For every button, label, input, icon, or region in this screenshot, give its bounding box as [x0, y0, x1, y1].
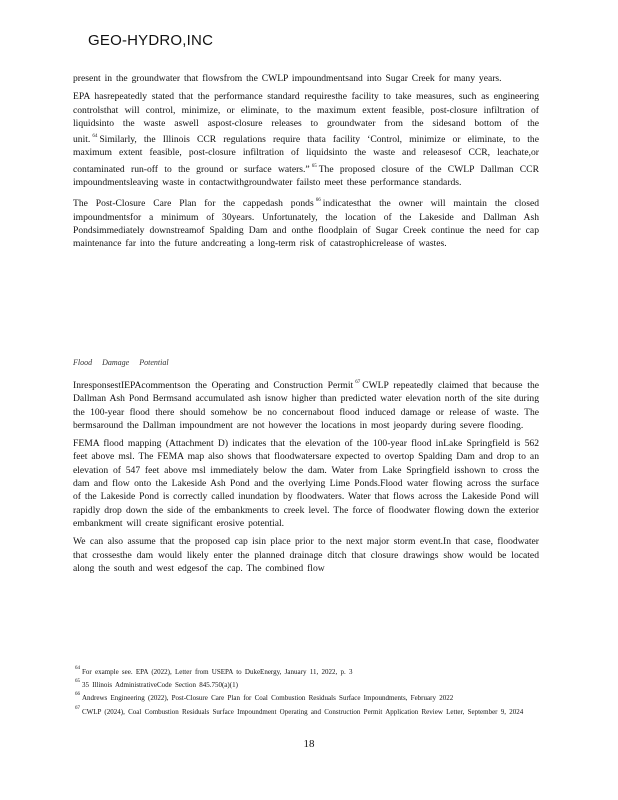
- footnote: [73, 704, 543, 717]
- footnote-text: 35 Illinois AdministrativeCode Section 845.750(a)(1): [82, 681, 238, 690]
- footnote-ref[interactable]: 65: [311, 163, 317, 169]
- footnote: [73, 690, 543, 703]
- paragraph: [73, 535, 539, 575]
- paragraph: [73, 90, 539, 189]
- footnote-text: For example see. EPA (2022), Letter from USEPA to DukeEnergy, January 11, 2022, p. 3: [82, 668, 353, 676]
- paragraph-text: present in the groundwater that flowsfrom the CWLP impoundmentsand into Sugar Creek for many years.: [73, 73, 502, 84]
- footnote-ref[interactable]: 66: [315, 198, 321, 204]
- company-header: GEO-HYDRO,INC: [88, 32, 214, 49]
- paragraph: [73, 72, 539, 85]
- paragraph-text: EPA hasrepeatedly stated that the performance standard requiresthe facility to take measures, such as engineering controlsthat will control, minimize, or eliminate, to the maximum extent feasible, post-closure infiltration of liquidsinto the waste aswell aspost-closure releases to groundwater from the sidesand bottom of the unit.: [73, 91, 539, 146]
- footnote-number: 67: [75, 705, 80, 711]
- footnote: [73, 664, 543, 677]
- paragraph: [73, 437, 539, 530]
- page-number: 18: [303, 738, 315, 750]
- section-heading: Flood Damage Potential: [73, 358, 169, 367]
- footnote-text: Andrews Engineering (2022), Post-Closure Care Plan for Coal Combustion Residuals Surface Impoundments, February 2022: [82, 694, 454, 703]
- paragraph-text: indicatesthat the owner will maintain the closed impoundmentsfor a minimum of 30years. Unfortunately, the location of the Lakeside and Dallman Ash Pondsimmediately downstreamof Spalding Dam and onthe floodplain of Sugar Creek continue the need for cap maintenance far into the future andcreating a long-term risk of catastrophicrelease of wastes.: [73, 198, 539, 250]
- paragraph: [73, 194, 539, 250]
- paragraph-text: The Post-Closure Care Plan for the cappedash ponds: [73, 198, 314, 210]
- footnotes: [73, 664, 543, 717]
- paragraph-text: CWLP repeatedly claimed that because the Dallman Ash Pond Bermsand accumulated ash isnow higher than predicted water elevation north of the site during the 100-year flood there should somehow be no concernabout flood induced damage or release of waste. The bermsaround the Dallman impoundment are not however the locations in most jeopardy during severe flooding.: [73, 380, 539, 431]
- footnote-number: 64: [75, 666, 80, 671]
- footnote-number: 66: [75, 692, 80, 698]
- body-block-1: [73, 72, 539, 256]
- paragraph: [73, 376, 539, 432]
- footnote: [73, 677, 543, 690]
- footnote-number: 65: [75, 679, 80, 685]
- paragraph-text: Similarly, the Illinois CCR regulations require thata facility ‘Control, minimize or eliminate, to the maximum extent feasible, post-closure infiltration of liquidsinto the waste and releasesof CCR, leachate,or contaminated run-off to the ground or surface waters.”: [73, 134, 539, 175]
- paragraph-text: We can also assume that the proposed cap isin place prior to the next major storm event.In that case, floodwater that crossesthe dam would likely enter the planned drainage ditch that closure drawings show would be located along the south and west edgesof the cap. The combined flow: [73, 536, 539, 574]
- paragraph-text: FEMA flood mapping (Attachment D) indicates that the elevation of the 100-year flood inLake Springfield is 562 feet above msl. The FEMA map also shows that floodwatersare expected to overtop Spalding Dam and drop to an elevation of 547 feet above msl immediately below the dam. Water from Lake Springfield isshown to cross the dam and flow onto the Lakeside Ash Pond and the overlying Lime Ponds.Flood water flowing across the surface of the Lakeside Pond is correctly called inundation by floodwaters. Water that flows across the Lakeside Pond will rapidly drop down the side of the embankments to creek level. The force of floodwater flowing down the exterior embankment will create significant erosive potential.: [73, 438, 539, 529]
- paragraph-text: InresponsestIEPAcommentson the Operating and Construction Permit: [73, 380, 354, 391]
- paragraph-text: The proposed closure of the CWLP Dallman CCR impoundmentsleaving waste in contactwithgroundwater failsto meet these performance standards.: [73, 163, 539, 189]
- footnote-ref[interactable]: 64: [92, 134, 98, 140]
- footnote-text: CWLP (2024), Coal Combustion Residuals Surface Impoundment Operating and Construction Permit Application Review Letter, September 9, 2024: [82, 707, 524, 716]
- footnote-ref[interactable]: 67: [355, 380, 361, 385]
- body-block-2: [73, 376, 539, 580]
